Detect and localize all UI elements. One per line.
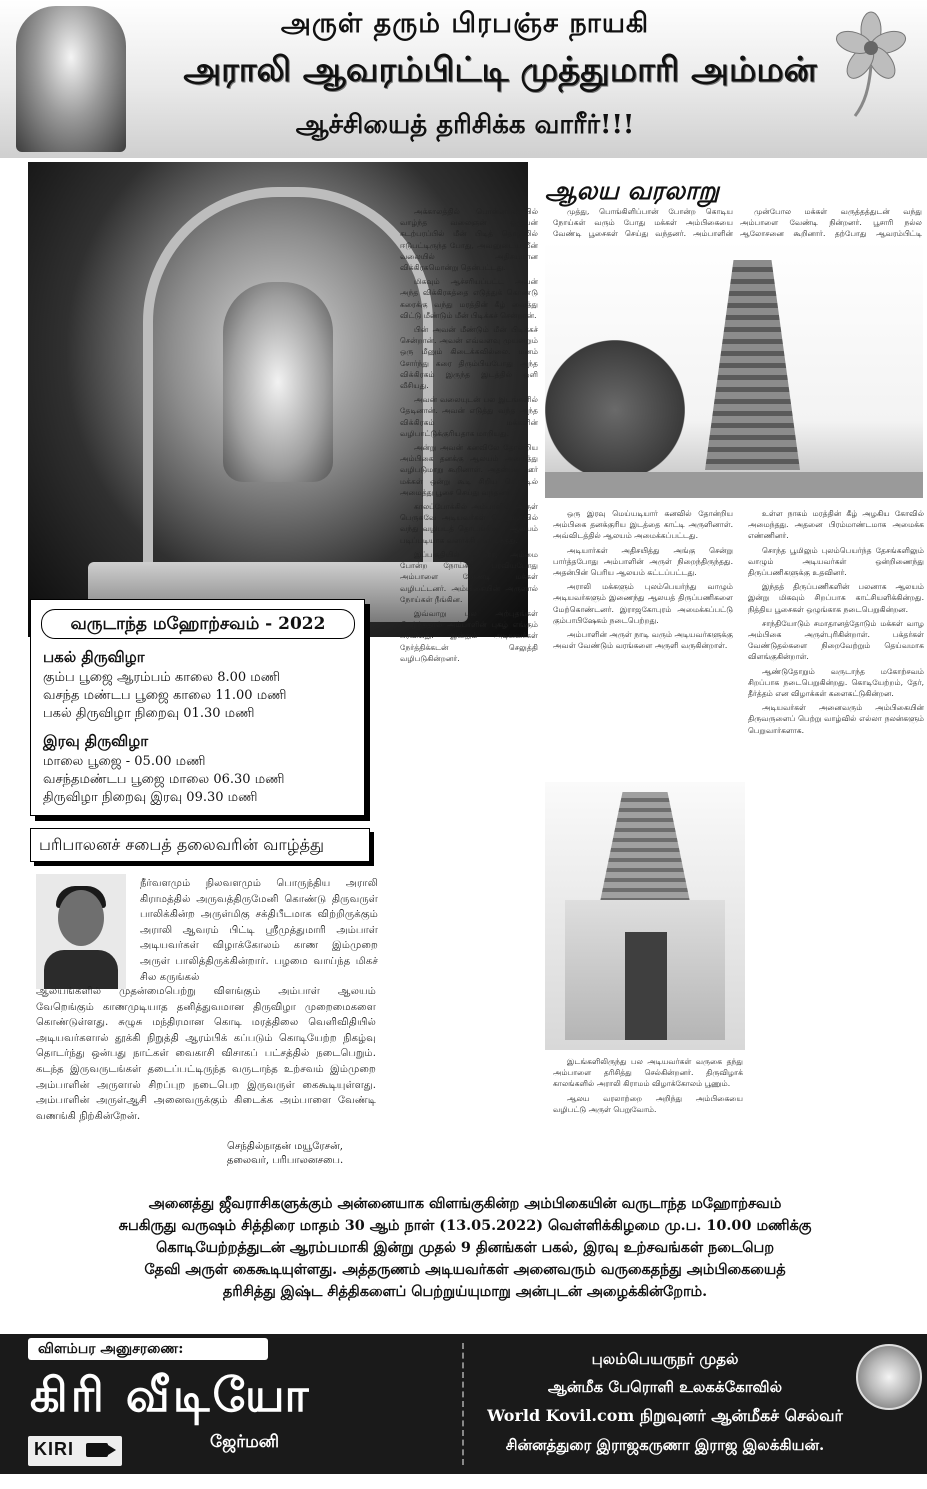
chairman-photo [36, 874, 126, 989]
paragraph: முன்போல மக்கள் வருத்தத்துடன் வந்து அம்பாளை வேண்டி நின்றனர். பூசாரி நல்ல ஆலோசனை கூறினார். தற்போது ஆவரம்பிட்டி [740, 207, 922, 239]
footer-line-1: புலம்பெயருநர் முதல் [591, 1350, 739, 1368]
festival-schedule-box [30, 599, 365, 816]
paragraph: ஆண்டுதோறும் வருடாந்த மகோற்சவம் சிறப்பாக நடைபெறுகின்றது. கொடியேற்றம், தேர், தீர்த்தம் என விழாக்கள் களைகட்டுகின்றன. [748, 666, 924, 699]
sponsor-label: விளம்பர அனுசரணை: [28, 1338, 268, 1360]
paragraph: இடங்களிலிருந்து பல அடியவர்கள் வருகை தந்து அம்பாளை தரிசித்து செல்கின்றனர். திருவிழாக் காலங்களில் அராலி கிராமம் விழாக்கோலம் பூணும். [553, 1057, 743, 1089]
invitation-line: தேவி அருள் கைகூடியுள்ளது. அத்தருணம் அடியவர்கள் அனைவரும் வருகைதந்து அம்பிகையைத் [144, 1261, 786, 1278]
paragraph: பின் அவன் மீண்டும் மீன் பிடிக்கச் சென்றான். அவன் எவ்வளவு முயன்றும் ஒரு மீனும் கிடைக்கவில்லை. மனம் சோர்ந்து கரை திரும்பியபோது அந்த விக்கிரகம் இருந்த இடத்தில் ஒளி வீசியது. [400, 325, 538, 391]
paragraph: இப்பகுதியில் காலரா, அம்மை போன்ற நோய்கள் பரவியபோது அம்பாளை வேண்டி மக்கள் வழிபட்டனர். அம்பிகையின் அருளால் நோய்கள் நீங்கின. [400, 549, 538, 604]
paragraph: முத்து, பொங்கிளிப்பான் போன்ற கொடிய நோய்கள் வரும் போது மக்கள் அம்பிகையை வேண்டி பூசைகள் செய்து வந்தனர். அம்பாளின் [553, 207, 733, 239]
footer-divider [462, 1343, 464, 1465]
invitation-line: சுபகிருது வருஷம் சித்திரை மாதம் 30 ஆம் நாள் (13.05.2022) வெள்ளிக்கிழமை மு.ப. 10.00 மணிக்கு [118, 1217, 812, 1234]
paragraph: சாந்தியோடும் சமாதானத்தோடும் மக்கள் வாழ அம்பிகை அருள்புரிகின்றாள். பக்தர்கள் வேண்டுதல்களை நிறைவேற்றும் தெய்வமாக விளங்குகின்றாள். [748, 618, 924, 662]
invitation-line: தரிசித்து இஷ்ட சித்திகளைப் பெற்றுய்யுமாறு அன்புடன் அழைக்கின்றோம். [222, 1283, 708, 1300]
paragraph: உள்ள நாகம் மரத்தின் கீழ் அழகிய கோவில் அமைந்தது. அதனை பிரம்மாண்டமாக அமைக்க எண்ணினர். [748, 509, 924, 541]
paragraph: ஒரு இரவு மெய்யடியார் கனவில் தோன்றிய அம்பிகை தனக்குரிய இடத்தை காட்டி அருளினாள். அவ்விடத்தில் ஆலயம் அமைக்கப்பட்டது. [553, 509, 733, 541]
signatory-name: செந்தில்நாதன் மயூரேசன், [227, 1141, 343, 1152]
paragraph: அராலி மக்களும் புலம்பெயர்ந்து வாழும் அடியவர்களும் இணைந்து ஆலயத் திருப்பணிகளை மேற்கொண்டனர். இராஜகோபுரம் அமைக்கப்பட்டு கும்பாபிஷேகம் நடைபெற்றது. [553, 582, 733, 625]
temple-tower-photo [545, 240, 923, 498]
schedule-line: பகல் திருவிழா நிறைவு 01.30 மணி [43, 706, 255, 721]
article-column-2-bottom [553, 1056, 743, 1174]
paragraph: ஆலயங்களில் முதன்மைபெற்று விளங்கும் அம்பாள் ஆலயம் வேறெங்கும் காணமுடியாத தனித்துவமான திருவிழா முறைமைகளை கொண்டுள்ளது. சுழுசு மந்திரமான கொடி மரத்திலை வெளிவிதியில் அடியவர்களால் தூக்கி நிறுத்தி ஆரம்பிக் கப்படும் கொடியேற்ற நிகழ்வு தொடர்ந்து ஒன்பது நாட்கள் வைகாசி விசாகப் பட்சத்தில் நடைபெறும். கடந்த இருவருடங்கள் தடைப்பட்டிருந்த வருடாந்த உற்சவம் இம்முறை அம்பாளின் அருளால் சிறப்புற நடைபெற இருவருள் கைகூடியுள்ளது. அம்பாளின் அருள்ஆசி அனைவருக்கும் கிடைக்க அம்பாளை வேண்டி வணங்கி நிற்கின்றேன். [36, 986, 376, 1122]
footer-line-3: World Kovil.com நிறுவுனர் ஆன்மீகச் செல்வர் [487, 1406, 843, 1425]
paragraph: அடியவர்கள் அனைவரும் அம்பிகையின் திருவருளைப் பெற்று வாழ்வில் எல்லா நலன்களும் பெறுவார்களாக. [748, 703, 924, 735]
festival-title: வருடாந்த மஹோற்சவம் - 2022 [41, 609, 355, 639]
message-text-top [140, 876, 378, 985]
signature-block [190, 1140, 380, 1168]
header-temple-name: அராலி ஆவரம்பிட்டி முத்துமாரி அம்மன் [183, 50, 817, 90]
article-column-3 [748, 508, 924, 1176]
article-heading: ஆலய வரலாறு [545, 176, 720, 205]
footer-line-2: ஆன்மீக பேரொளி உலகக்கோவில் [547, 1378, 783, 1396]
chairman-message-title: பரிபாலனச் சபைத் தலைவரின் வாழ்த்து [30, 828, 370, 862]
paragraph: இவ்வாறு பல அற்புதங்கள் நிகழ்ந்ததால் அம்பாளின் புகழ் எங்கும் பரவியது. இன்றும் அடியவர்கள் நேர்த்திக்கடன் செலுத்தி வழிபடுகின்றனர். [400, 608, 538, 663]
schedule-line: வசந்த மண்டப பூஜை காலை 11.00 மணி [43, 688, 287, 703]
logo-text: KIRI [34, 1439, 74, 1459]
schedule-line: கும்ப பூஜை ஆரம்பம் காலை 8.00 மணி [43, 670, 281, 685]
header-line-3: ஆச்சியைத் தரிசிக்க வாரீர்!!! [295, 110, 635, 140]
footer-line-4: சின்னத்துரை இராஜகருணா இராஜ இலக்கியன். [505, 1436, 825, 1454]
message-text-body [36, 984, 376, 1124]
header-line-1: அருள் தரும் பிரபஞ்ச நாயகி [280, 8, 650, 39]
deity-emblem-icon [856, 1344, 922, 1410]
paragraph: காலப்போக்கில் அம்பாளின் அருள் பெருகவே அடியவர்கள் பெருமளவில் வந்து வழிபடத் தொடங்கினர். ஆலயம் படிப்படியாக வளர்ச்சி அடைந்தது. [400, 502, 538, 545]
paragraph: நீர்வளமும் நிலவளமும் பொருந்திய அராலி கிராமத்தில் அருவத்திருமேனி கொண்டு திருவருள் பாலிக்கின்ற அருள்மிகு சக்திபீடமாக விற்றிருக்கும் அராலி ஆவரம் பிட்டி ஸ்ரீமுத்துமாரி அம்பாள் அடியவர்கள் விழாக்கோலம் காண இம்முறை அருள் பாலித்திருக்கின்றார். பழமை வாய்ந்த மிகச் சில கருங்கல் [140, 878, 378, 983]
day-festival-heading: பகல் திருவிழா [43, 648, 145, 666]
invitation-text [60, 1193, 870, 1303]
schedule-line: திருவிழா நிறைவு இரவு 09.30 மணி [43, 790, 258, 805]
header-banner [0, 0, 927, 158]
shrine-photo [545, 782, 745, 1050]
article-column-1 [400, 206, 538, 1164]
paragraph: இந்தத் திருப்பணிகளின் பலனாக ஆலயம் இன்று மிகவும் சிறப்பாக காட்சியளிக்கின்றது. நித்திய பூசைகள் ஒழுங்காக நடைபெறுகின்றன. [748, 582, 924, 614]
paragraph: அன்று அவன் கனவிலே தோன்றிய அம்பிகை தனக்கு ஆலயம் அமைத்து வழிபடுமாறு கூறினாள். அதன்படி ஊர் மக்கள் ஒன்று கூடி சிறிய கொட்டில் அமைத்து பூசை செய்து வந்தனர். [400, 443, 538, 497]
paragraph: மிகவும் ஆச்சரியப்பட்ட அவன் அந்த விக்கிரகத்தை எடுத்துக் கொண்டு கரைக்கு வந்து மரத்தின் கீழ் வைத்து விட்டு மீண்டும் மீன் பிடிக்கச் சென்றான். [400, 277, 538, 320]
schedule-line: மாலை பூஜை - 05.00 மணி [43, 754, 206, 769]
paragraph: அவன் வலையுடன் பல இடங்களில் தேடினான். அவன் எடுத்து வந்த அந்த விக்கிரகம் மக்களின் வழிபாட்டுக்குரியதாக மாறியது. [400, 395, 538, 438]
sponsor-country: ஜேர்மனி [210, 1432, 280, 1452]
paragraph: அம்பாளின் அருள் நாடி வரும் அடியவர்களுக்கு அவள் வேண்டும் வரங்களை அருளி வருகின்றாள். [553, 630, 733, 651]
night-festival-heading: இரவு திருவிழா [43, 732, 149, 750]
signatory-title: தலைவர், பரிபாலனசபை. [226, 1155, 344, 1166]
schedule-line: வசந்தமண்டப பூஜை மாலை 06.30 மணி [43, 772, 285, 787]
paragraph: அக்காலத்தில் பொன்னாலையில் வாழ்ந்த வலைஞன் ஒருவன் கடற்பரப்பில் மீன் பிடித் தொழிலில் ஈடுபட்டிருந்த போது, அவனுடைய மீன் வலையில் அதிசயமான விக்கிரகமொன்று தென்பட்டது. [400, 207, 538, 273]
camera-icon [86, 1443, 108, 1457]
paragraph: ஆலய வரலாற்றை அறிந்து அம்பிகையை வழிபட்டு அருள் பெறுவோம். [553, 1093, 743, 1114]
invitation-line: அனைத்து ஜீவராசிகளுக்கும் அன்னையாக விளங்குகின்ற அம்பிகையின் வருடாந்த மஹோற்சவம் [148, 1195, 782, 1212]
invitation-line: கொடியேற்றத்துடன் ஆரம்பமாகி இன்று முதல் 9 தினங்கள் பகல், இரவு உற்சவங்கள் நடைபெற [156, 1239, 774, 1256]
camera-lens-icon [108, 1445, 116, 1455]
kiri-video-logo [28, 1436, 122, 1466]
sponsor-brand-name: கிரி வீடியோ [30, 1368, 312, 1422]
paragraph: சொந்த பூமிலும் புலம்பெயர்ந்த தேசங்களிலும் வாழும் அடியவர்கள் ஒன்றிணைந்து திருப்பணிகளுக்கு உதவினர். [748, 545, 924, 578]
paragraph: அடியார்கள் அதிசயித்து அங்கு சென்று பார்த்தபோது அம்பாளின் அருள் நிறைந்திருந்தது. அதன்பின் பெரிய ஆலயம் கட்டப்பட்டது. [553, 545, 733, 578]
article-column-2 [553, 508, 733, 776]
